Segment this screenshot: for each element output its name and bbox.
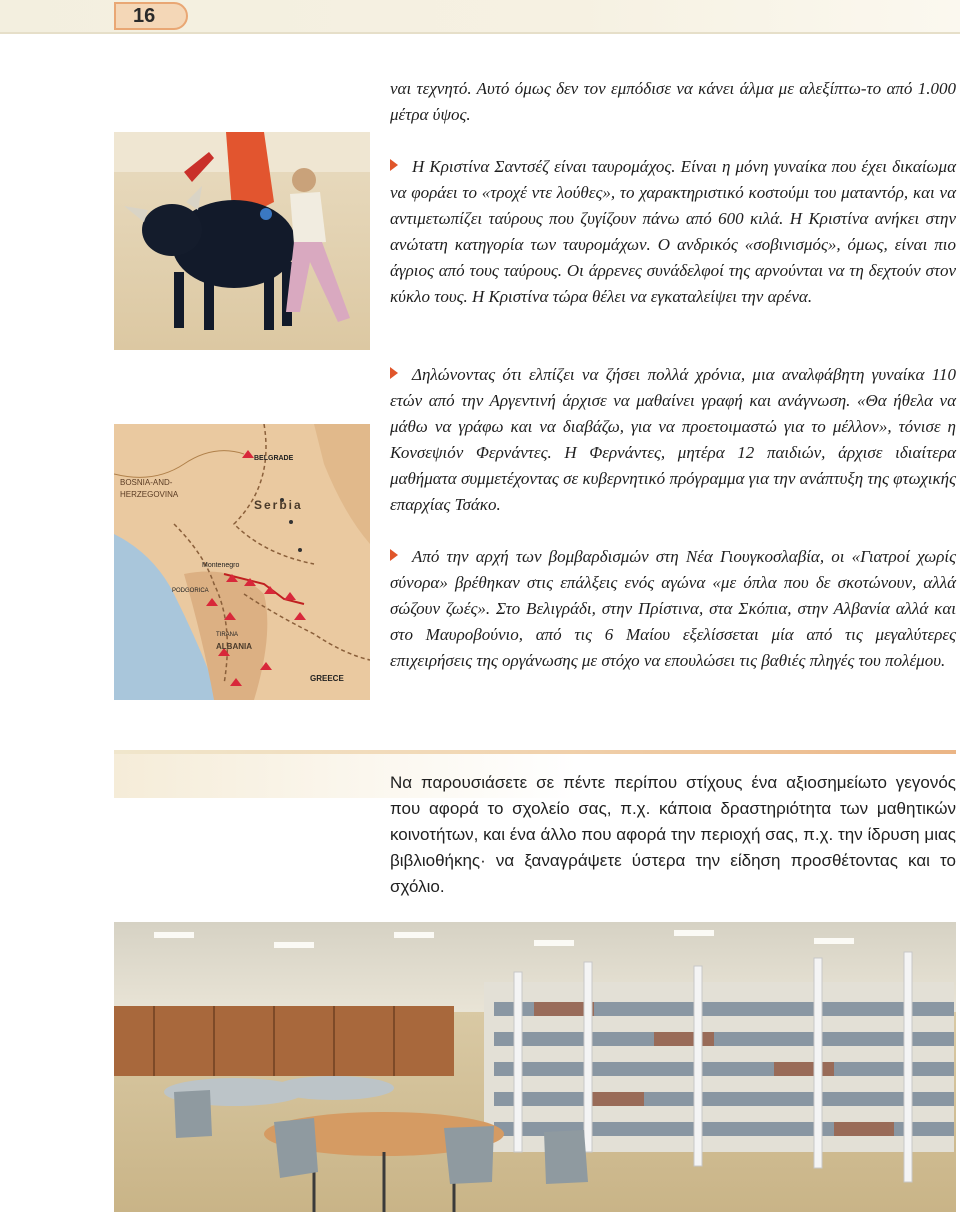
paragraph-text: Δηλώνοντας ότι ελπίζει να ζήσει πολλά χρόνια, μια αναλφάβητη γυναίκα 110 ετών από την Αργεντινή άρχισε να μαθαίνει γραφή και ανάγνωση. «Θα ήθελα να μάθω να γράφω και να διαβάζω, για να προετοιμαστώ για το μέλλον», τόνισε η Κονσεψιόν Φερνάντες. Η Φερνάντες, μητέρα 12 παιδιών, άρχισε ιδιαίτερα μαθήματα συμμετέχοντας σε κυβερνητικό πρόγραμμα για την ανάπτυξη της φτωχικής επαρχίας Τσάκο.: [390, 365, 956, 514]
exercise-divider: [114, 750, 956, 754]
paragraph-bullfighter: [390, 154, 956, 310]
library-photo: [114, 922, 956, 1212]
bullet-icon: [390, 159, 398, 171]
exercise-text: Να παρουσιάσετε σε πέντε περίπου στίχους ένα αξιοσημείωτο γεγονός που αφορά το σχολείο σας, π.χ. κάποια δραστηριότητα των μαθητικών κοινοτήτων, και ένα άλλο που αφορά την περιοχή σας, π.χ. την ίδρυση μιας βιβλιοθήκης· να ξαναγράψετε ύστερα την είδηση προσθέτοντας και το σχόλιο.: [390, 773, 956, 896]
map-label-montenegro: Montenegro: [202, 562, 240, 569]
map-label-herzegovina: HERZEGOVINA: [120, 490, 179, 499]
paragraph-text: Η Κριστίνα Σαντσέζ είναι ταυρομάχος. Είναι η μόνη γυναίκα που έχει δικαίωμα να φοράει το «τροχέ ντε λούθες», το χαρακτηριστικό κοστούμι του ματαντόρ, και να αντιμετωπίζει ταύρους που ζυγίζουν πάνω από 600 κιλά. Η Κριστίνα ανήκει στην ανώτατη κατηγορία των ταυρομάχων. Ο ανδρικός «σοβινισμός», όμως, είναι πιο άγριος από τους ταύρους. Οι άρρενες συνάδελφοί της αρνούνται να τη δεχτούν στον κύκλο τους. Η Κριστίνα τώρα θέλει να εγκαταλείψει την αρένα.: [390, 157, 956, 306]
map-label-podgorica: PODGORICA: [172, 588, 209, 594]
paragraph-continuation: [390, 76, 956, 128]
library-illustration: [114, 922, 956, 1212]
map-label-serbia: Serbia: [254, 498, 303, 512]
map-illustration: [114, 424, 370, 700]
paragraph-literacy: [390, 362, 956, 518]
paragraph-text: Από την αρχή των βομβαρδισμών στη Νέα Γιουγκοσλαβία, οι «Γιατροί χωρίς σύνορα» βρέθηκαν στις επάλξεις ενός αγώνα «με όπλα που δε σκοτώνουν, αλλά σώζουν ζωές». Στο Βελιγράδι, στην Πρίστινα, στα Σκόπια, στην Αλβανία αλλά και στο Μαυροβούνιο, από τις 6 Μαίου εξελίσσεται μία από τις μεγαλύτερες επιχειρήσεις της οργάνωσης με στόχο να επουλώσει τις βαθιές πληγές του πολέμου.: [390, 547, 956, 670]
bullet-icon: [390, 549, 398, 561]
bullfighter-photo: [114, 132, 370, 350]
paragraph-doctors: [390, 544, 956, 674]
balkans-map: [114, 424, 370, 700]
map-label-tirana: TIRANA: [216, 632, 239, 638]
paragraph-text: ναι τεχνητό. Αυτό όμως δεν τον εμπόδισε να κάνει άλμα με αλεξίπτω-το από 1.000 μέτρα ύψος.: [390, 79, 956, 124]
map-label-greece: GREECE: [310, 674, 344, 683]
map-label-albania: ALBANIA: [216, 642, 252, 651]
page-number: 16: [133, 5, 156, 27]
map-label-bosnia: BOSNIA-AND-: [120, 478, 173, 487]
map-label-belgrade: BELGRADE: [254, 455, 294, 462]
bullfighter-illustration: [114, 132, 370, 350]
bullet-icon: [390, 367, 398, 379]
